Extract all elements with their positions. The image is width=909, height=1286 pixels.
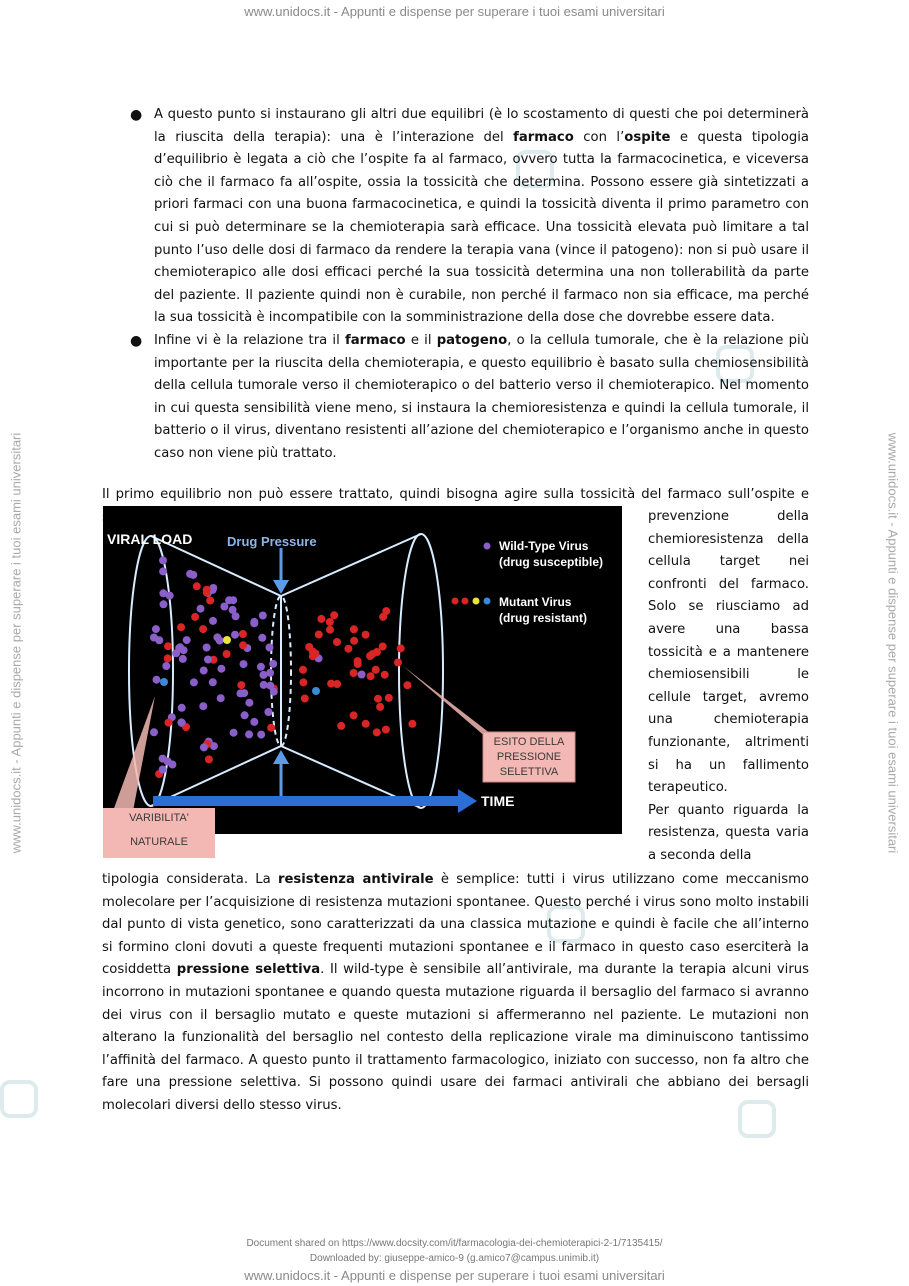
legend-mutant-label: Mutant Virus [499,595,572,609]
virus-particle [223,636,231,644]
legend-mutant-sub: (drug resistant) [499,611,588,625]
virus-particle [205,755,213,763]
virus-particle [299,678,307,686]
virus-particle [397,644,405,652]
virus-particle [199,702,207,710]
virus-particle [299,666,307,674]
drug-pressure-arrowhead-top [273,580,289,594]
virus-particle [245,730,253,738]
virus-particle [159,567,167,575]
virus-particle [350,669,358,677]
virus-particle [213,633,221,641]
virus-particle [241,711,249,719]
virus-particle [258,634,266,642]
virus-particle [231,631,239,639]
legend-wild-type-sub: (drug susceptible) [499,555,604,569]
virus-particle [408,720,416,728]
virus-particle [152,625,160,633]
virus-particle [197,605,205,613]
virus-particle [354,660,362,668]
virus-particle [176,643,184,651]
virus-particle [239,641,247,649]
virus-particle [204,656,212,664]
esito-callout-pointer [403,666,495,738]
virus-particle [177,718,185,726]
watermark-left: www.unidocs.it - Appunti e dispense per superare i tuoi esami universitari [8,432,24,854]
virus-particle [150,728,158,736]
time-arrow-shaft [153,796,458,806]
footer-downloaded-line: Downloaded by: giuseppe-amico-9 (g.amico7@campus.unimib.it) [309,1253,600,1264]
virus-particle [266,669,274,677]
virus-particle [259,612,267,620]
legend-wild-type-marker [484,543,491,550]
bullet-dot-icon: ● [130,332,143,349]
virus-particle [217,694,225,702]
virus-particle [367,672,375,680]
virus-particle [209,617,217,625]
virus-particle [362,631,370,639]
legend-mutant-marker-red [452,598,459,605]
paragraph-intro: Il primo equilibrio non può essere trattato, quindi bisogna agire sulla tossicità del farmaco sull’ospite e [102,487,809,502]
virus-particle [165,719,173,727]
virus-particle [193,582,201,590]
virus-particle [159,589,167,597]
legend-mutant-marker-blue [484,598,491,605]
varib-callout-pointer [113,696,155,811]
watermark-top: www.unidocs.it - Appunti e dispense per superare i tuoi esami universitari [244,4,665,19]
virus-particle [240,660,248,668]
virus-particle [217,665,225,673]
virus-particle [358,671,366,679]
viral-load-figure [103,506,622,834]
virus-particle [183,636,191,644]
bullet-text: Infine vi è la relazione tra il farmaco e il patogeno, o la cellula tumorale, che è la relazione più importante per la riuscita della chemioterapia, e questo equilibrio è basato sulla chemiosensibilità della cellula tumorale verso il chemioterapico o del batterio verso il chemioterapico. Nel momento in cui questa sensibilità viene meno, si instaura la chemioresistenza e quindi la cellula tumorale, il batterio o il virus, diventano resistenti all’azione del chemioterapico e l’organismo anche in questo caso non viene più trattato. [154,332,809,461]
virus-particle [266,682,274,690]
virus-particle [344,645,352,653]
virus-particle [250,718,258,726]
virus-particle [164,642,172,650]
virus-particle [382,726,390,734]
virus-particle [305,643,313,651]
virus-particle [177,623,185,631]
esito-label-3: SELETTIVA [499,766,559,778]
side-paragraph-2: Per quanto riguarda la resistenza, questa varia a seconda della [648,802,809,863]
virus-particle [164,654,172,662]
virus-particle [333,638,341,646]
virus-particle [350,625,358,633]
virus-particle [179,655,187,663]
virus-particle [376,703,384,711]
virus-particle [230,729,238,737]
virus-particle [237,689,245,697]
virus-particle [374,695,382,703]
virus-particle [159,556,167,564]
side-paragraph-1: prevenzione della chemioresistenza della cellula target nei confronti del farmaco. Solo se riusciamo ad avere una bassa tossicità e a mantenere chemiosensibili le cellule target, avremo una chemioterapia funzionante, altrimenti si ha un fallimento terapeutico. [648,509,809,796]
virus-particle [200,667,208,675]
virus-particle [178,704,186,712]
virus-particle [266,644,274,652]
bullet-item [130,104,809,330]
drug-pressure-arrowhead-bottom [273,750,289,764]
virus-particle [330,611,338,619]
figure-svg [103,506,622,834]
virus-particle [209,678,217,686]
virus-particle [379,643,387,651]
esito-label-2: PRESSIONE [496,751,562,763]
virus-particle [373,648,381,656]
virus-particle [159,766,167,774]
virus-particle [385,694,393,702]
virus-particle [191,613,199,621]
virus-particle [257,663,265,671]
right-cone-rim [399,534,443,808]
legend-mutant-marker-red2 [462,598,469,605]
watermark-logo-icon [0,1080,38,1118]
virus-particle [327,680,335,688]
virus-particle [373,728,381,736]
virus-particle [160,600,168,608]
virus-particle [199,625,207,633]
virus-particle [189,571,197,579]
side-column [648,506,809,868]
viral-load-label: VIRAL LOAD [107,531,193,547]
virus-particle [220,603,228,611]
virus-particle [223,650,231,658]
bullet-item [130,330,809,466]
virus-particle [311,650,319,658]
bullet-dot-icon: ● [130,107,143,123]
virus-particle [264,708,272,716]
virus-particle [350,711,358,719]
virus-particle [315,631,323,639]
virus-particle [326,626,334,634]
virus-particle [267,724,275,732]
esito-label-1: ESITO DELLA [493,736,565,748]
footer-shared-line: Document shared on https://www.docsity.com/it/farmacologia-dei-chemioterapici-2-1/7135415/ [246,1238,663,1249]
virus-particle [403,681,411,689]
virus-particle [203,644,211,652]
virus-particle [245,699,253,707]
virus-particle [326,618,334,626]
virus-particle [372,666,380,674]
virus-particle [232,612,240,620]
varib-label: VARIBILITA' [129,812,189,824]
virus-particle [203,586,211,594]
virus-particle [153,676,161,684]
virus-particle [155,636,163,644]
virus-particle [239,630,247,638]
paragraph-continuation: tipologia considerata. La resistenza antivirale è semplice: tutti i virus utilizzano come meccanismo molecolare per l’acquisizione di resistenza mutazioni spontanee. Questo perché i virus sono molto instabili dal punto di vista genetico, sono caratterizzati da una classica mutazione e quindi è facile che all’interno si formino cloni dovuti a queste frequenti mutazioni spontanee e il farmaco in questo caso eserciterà la cosiddetta pressione selettiva. Il wild-type è sensibile all’antivirale, ma durante la terapia alcuni virus incorrono in mutazioni spontanee e quando questa mutazione riguarda il bersaglio del farmaco si avranno dei virus con il bersaglio mutato e queste mutazioni si affermeranno nel paziente. Le mutazioni non alterano la funzionalità del bersaglio nel contesto della replicazione virale ma diminuiscono tantissimo l’affinità del farmaco. A questo punto il trattamento farmacologico, iniziato con successo, non fa altro che fare una pressione selettiva. Si possono quindi usare dei farmaci antivirali che abbiano dei bersagli molecolari diversi dello stesso virus. [102,872,809,1113]
time-arrow-head [458,789,477,813]
virus-particle [168,761,176,769]
watermark-right: www.unidocs.it - Appunti e dispense per superare i tuoi esami universitari [885,432,901,854]
virus-particle [362,720,370,728]
drug-pressure-label: Drug Pressure [227,534,317,549]
virus-particle [269,660,277,668]
virus-particle [250,619,258,627]
virus-particle [337,722,345,730]
virus-particle [381,671,389,679]
virus-particle [317,615,325,623]
watermark-bottom: www.unidocs.it - Appunti e dispense per superare i tuoi esami universitari [244,1268,665,1283]
varib-label-lower: NATURALE [103,834,215,858]
legend-mutant-marker-yellow [473,598,480,605]
virus-particle [206,597,214,605]
virus-particle [312,687,320,695]
virus-particle [200,743,208,751]
legend-wild-type-label: Wild-Type Virus [499,539,589,553]
virus-particle [162,662,170,670]
time-label: TIME [481,793,515,809]
virus-particle [190,678,198,686]
virus-particle [160,678,168,686]
virus-particle [394,659,402,667]
virus-particle [350,637,358,645]
bullet-list [130,104,809,466]
virus-particle [301,695,309,703]
bullet-text: A questo punto si instaurano gli altri due equilibri (è lo scostamento di questi che poi determinerà la riuscita della terapia): una è l’interazione del farmaco con l’ospite e questa tipologia d’equilibrio è legata a ciò che l’ospite fa al farmaco, ovvero tutta la farmacocinetica, e viceversa ciò che il farmaco fa all’ospite, ossia la tossicità che determina. Possono essere già sintetizzati a priori farmaci con una buona farmacocinetica, e quindi la tossicità diventa il primo parametro con cui si può determinare se la chemioterapia sarà efficace. Una tossicità elevata può limitare a tal punto l’uso delle dosi di farmaco da rendere la terapia vana (vince il patogeno): non si può usare il chemioterapico alle dosi efficaci perché la sua tossicità determina una non tollerabilità da parte del paziente. Il paziente quindi non è curabile, non perché il farmaco non sia efficace, ma perché la sua tossicità è incompatibile con la somministrazione della dose che dovrebbe essere data. [154,107,810,326]
virus-particle [257,731,265,739]
virus-particle [382,607,390,615]
virus-particle [237,681,245,689]
